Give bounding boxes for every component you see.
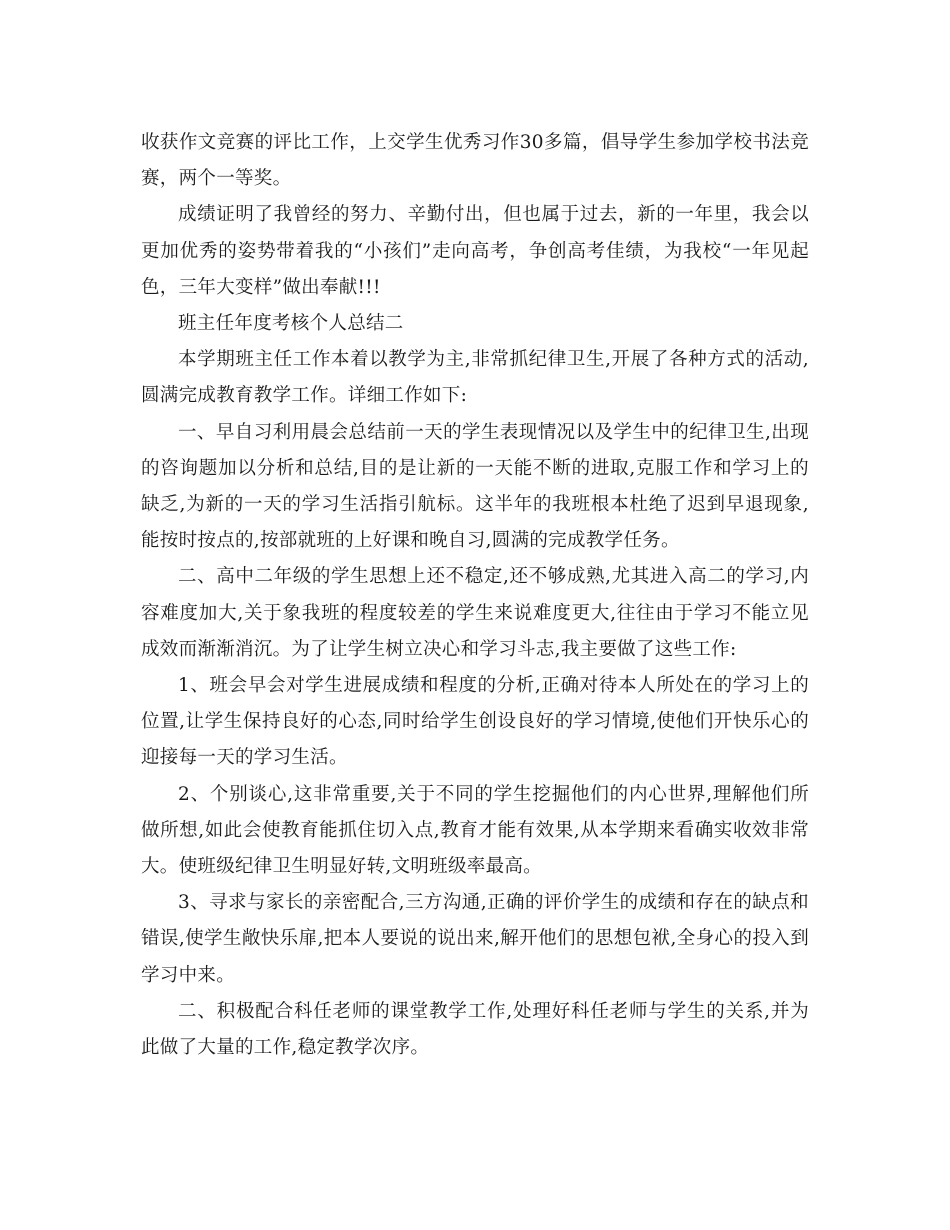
document-body [141, 125, 809, 1066]
paragraph-continuation: 收获作文竞赛的评比工作，上交学生优秀习作30多篇，倡导学生参加学校书法竞赛，两个一等奖。 [141, 132, 809, 190]
paragraph-item-3: 二、积极配合科任老师的课堂教学工作,处理好科任老师与学生的关系,并为此做了大量的工作,稳定教学次序。 [141, 1000, 809, 1059]
paragraph-subitem-1: 1、班会早会对学生进展成绩和程度的分析,正确对待本人所处在的学习上的位置,让学生保持良好的心态,同时给学生创设良好的学习情境,使他们开快乐心的迎接每一天的学习生活。 [141, 675, 809, 769]
paragraph-item-1: 一、早自习利用晨会总结前一天的学生表现情况以及学生中的纪律卫生,出现的咨询题加以分析和总结,目的是让新的一天能不断的进取,克服工作和学习上的缺乏,为新的一天的学习生活指引航标。这半年的我班根本杜绝了迟到早退现象,能按时按点的,按部就班的上好课和晚自习,圆满的完成教学任务。 [141, 421, 809, 552]
paragraph-item-2: 二、高中二年级的学生思想上还不稳定,还不够成熟,尤其进入高二的学习,内容难度加大,关于象我班的程度较差的学生来说难度更大,往往由于学习不能立见成效而渐渐消沉。为了让学生树立决心和学习斗志,我主要做了这些工作: [141, 566, 809, 660]
paragraph-subitem-3: 3、寻求与家长的亲密配合,三方沟通,正确的评价学生的成绩和存在的缺点和错误,使学生敞快乐扉,把本人要说的说出来,解开他们的思想包袱,全身心的投入到学习中来。 [141, 892, 809, 986]
paragraph-subitem-2: 2、个别谈心,这非常重要,关于不同的学生挖掘他们的内心世界,理解他们所做所想,如此会使教育能抓住切入点,教育才能有效果,从本学期来看确实收效非常大。使班级纪律卫生明显好转,文明班级率最高。 [141, 783, 809, 878]
paragraph-achievement: 成绩证明了我曾经的努力、辛勤付出，但也属于过去，新的一年里，我会以更加优秀的姿势带着我的“小孩们”走向高考，争创高考佳绩，为我校“一年见起色，三年大变样”做出奉献!!! [141, 204, 809, 298]
section-heading: 班主任年度考核个人总结二 [178, 313, 404, 335]
paragraph-intro: 本学期班主任工作本着以教学为主,非常抓纪律卫生,开展了各种方式的活动,圆满完成教育教学工作。详细工作如下: [141, 349, 809, 407]
